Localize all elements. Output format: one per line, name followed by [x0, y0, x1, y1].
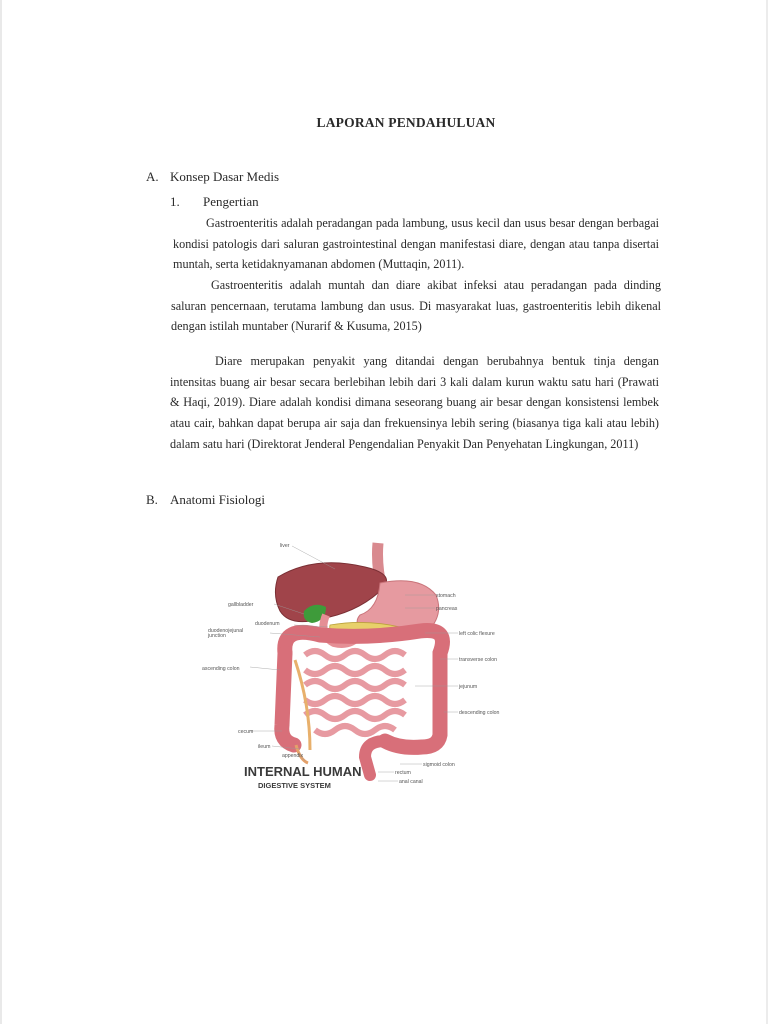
label-junction: junction: [208, 633, 226, 639]
paragraph-3: Diare merupakan penyakit yang ditandai dengan berubahnya bentuk tinja dengan intensitas buang air besar secara berlebihan lebih dari 3 kali dalam kurun waktu satu hari (Prawati & Haqi, 2019). Diare adalah kondisi dimana seseorang buang air besar dengan konsistensi lembek atau cair, bahkan dapat berupa air saja dan frekuensinya lebih sering (biasanya tiga kali atau lebih) dalam satu hari (Direktorat Jenderal Pengendalian Penyakit Dan Penyehatan Lingkungan, 2011): [170, 354, 659, 451]
label-rectum: rectum: [395, 770, 411, 776]
subsection-1-label: Pengertian: [203, 194, 259, 209]
digestive-system-illustration: [200, 535, 520, 800]
label-appendix: appendix: [282, 753, 304, 759]
section-a-label: Konsep Dasar Medis: [170, 169, 280, 184]
label-duodenojejunal: duodenojejunal: [208, 628, 244, 634]
label-cecum: cecum: [238, 729, 254, 735]
rectum-shape: [365, 741, 385, 775]
label-ileum: ileum: [258, 744, 271, 750]
subsection-1-marker: 1.: [170, 194, 180, 209]
section-a-marker: A.: [146, 169, 159, 184]
label-pancreas: pancreas: [436, 606, 458, 612]
label-duodenum: duodenum: [255, 621, 280, 627]
section-b-label: Anatomi Fisiologi: [170, 492, 265, 507]
label-jejunum: jejunum: [459, 684, 478, 690]
page-title: LAPORAN PENDAHULUAN: [316, 115, 496, 130]
label-descending-colon: descending colon: [459, 710, 500, 716]
label-anal-canal: anal canal: [399, 779, 423, 785]
label-ascending-colon: ascending colon: [202, 666, 240, 672]
section-b-marker: B.: [146, 492, 158, 507]
label-sigmoid-colon: sigmoid colon: [423, 762, 455, 768]
label-liver: liver: [280, 543, 290, 549]
figure-title-line1: INTERNAL HUMAN: [244, 764, 362, 779]
page-edge-left: [0, 0, 2, 1024]
subsection-1-heading: [170, 194, 259, 210]
ascending-colon-shape: [282, 653, 294, 745]
section-b-heading: [146, 492, 265, 508]
section-a-heading: [146, 169, 279, 185]
digestive-system-figure: [200, 535, 520, 800]
label-transverse-colon: transverse colon: [459, 657, 498, 663]
label-gallbladder: gallbladder: [228, 602, 254, 608]
figure-title-line2: DIGESTIVE SYSTEM: [258, 781, 331, 790]
small-intestine-shape: [305, 651, 405, 734]
paragraph-1: Gastroenteritis adalah peradangan pada lambung, usus kecil dan usus besar dengan berbagai kondisi patologis dari saluran gastrointestinal dengan manifestasi diare, dengan atau tanpa disertai muntah, serta ketidaknyamanan abdomen (Muttaqin, 2011).: [173, 216, 659, 272]
paragraph-2: Gastroenteritis adalah muntah dan diare akibat infeksi atau peradangan pada dinding saluran pencernaan, terutama lambung dan usus. Di masyarakat luas, gastroenteritis lebih dikenal dengan istilah muntaber (Nurarif & Kusuma, 2015): [171, 278, 661, 334]
label-stomach: stomach: [436, 593, 456, 599]
label-left-colic-flexure: left colic flexure: [459, 631, 495, 637]
